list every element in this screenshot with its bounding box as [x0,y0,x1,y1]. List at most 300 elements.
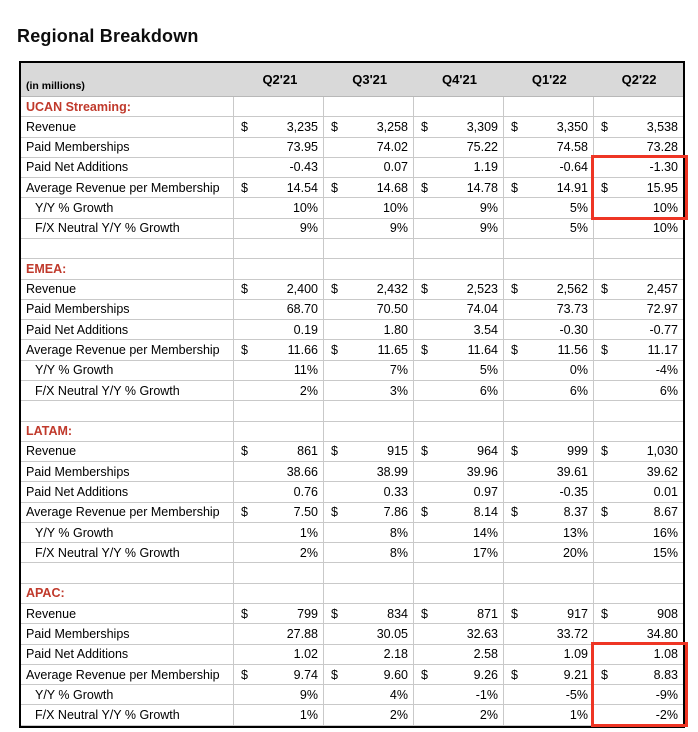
cell-value: 70.50 [376,302,408,317]
cell-value: 11.56 [557,343,588,358]
currency-symbol: $ [241,282,248,297]
value-cell [234,320,324,339]
value-cell [594,523,683,542]
cell-value: 1.19 [473,160,498,175]
value-cell [234,178,324,197]
table-row [21,178,683,198]
value-cell [324,117,414,136]
row-label: Average Revenue per Membership [21,665,234,684]
empty-cell [504,563,594,582]
value-cell [234,665,324,684]
empty-cell [594,563,683,582]
currency-symbol: $ [241,667,248,682]
value-cell [234,381,324,400]
cell-value: 39.96 [466,464,498,479]
currency-symbol: $ [331,667,338,682]
value-cell [504,685,594,704]
value-cell [414,543,504,562]
empty-cell [414,563,504,582]
value-cell [324,685,414,704]
empty-cell [234,259,324,278]
table-row [21,624,683,644]
row-label: Y/Y % Growth [21,685,234,704]
column-header-q421: Q4'21 [442,72,477,87]
currency-symbol: $ [511,180,518,195]
currency-symbol: $ [241,119,248,134]
empty-cell [324,563,414,582]
currency-symbol: $ [331,119,338,134]
cell-value: 3% [389,383,408,398]
cell-value: 0.01 [653,484,678,499]
value-cell [594,158,683,177]
value-cell [414,624,504,643]
table-row [21,381,683,401]
empty-cell [324,422,414,441]
empty-cell [21,401,234,420]
value-cell [504,320,594,339]
cell-value: 16% [652,525,678,540]
table-row [21,442,683,462]
cell-value: 75.22 [466,140,498,155]
value-cell [594,219,683,238]
value-cell [414,280,504,299]
value-cell [504,462,594,481]
row-label: Y/Y % Growth [21,361,234,380]
cell-value: 11.17 [647,343,678,358]
cell-value: 1% [569,708,588,723]
cell-value: 9.74 [293,667,318,682]
row-label: Revenue [21,280,234,299]
cell-value: 11% [293,363,318,378]
value-cell [414,117,504,136]
cell-value: 834 [387,606,408,621]
cell-value: 3.54 [473,322,498,337]
value-cell [504,482,594,501]
value-cell [594,482,683,501]
value-cell [594,462,683,481]
currency-symbol: $ [331,505,338,520]
cell-value: 74.02 [376,140,408,155]
empty-cell [324,401,414,420]
table-row [21,219,683,239]
value-cell [414,219,504,238]
value-cell [324,624,414,643]
region-name: APAC: [21,584,234,603]
row-label: Y/Y % Growth [21,523,234,542]
cell-value: 0% [569,363,588,378]
cell-value: 7.50 [293,505,318,520]
row-label: F/X Neutral Y/Y % Growth [21,219,234,238]
currency-symbol: $ [241,180,248,195]
value-cell [504,503,594,522]
value-cell [234,219,324,238]
cell-value: 8.14 [473,505,498,520]
spacer-row [21,239,683,259]
value-cell [414,158,504,177]
value-cell [234,280,324,299]
value-cell [324,138,414,157]
currency-symbol: $ [511,119,518,134]
value-cell [234,705,324,724]
cell-value: 13% [562,525,588,540]
empty-cell [504,584,594,603]
cell-value: 2% [389,708,408,723]
row-label: Paid Memberships [21,462,234,481]
currency-symbol: $ [601,505,608,520]
value-cell [594,665,683,684]
empty-cell [234,422,324,441]
cell-value: 8% [389,545,408,560]
cell-value: 9% [299,687,318,702]
cell-value: 11.64 [467,343,498,358]
row-label: Average Revenue per Membership [21,178,234,197]
cell-value: 6% [659,383,678,398]
value-cell [504,624,594,643]
table-row [21,543,683,563]
units-label: (in millions) [26,80,85,92]
empty-cell [594,584,683,603]
row-label: Paid Memberships [21,300,234,319]
cell-value: 30.05 [376,626,408,641]
table-header-row [21,63,683,97]
value-cell [594,138,683,157]
cell-value: 8.37 [563,505,588,520]
value-cell [414,503,504,522]
cell-value: 861 [297,444,318,459]
value-cell [594,280,683,299]
value-cell [414,138,504,157]
value-cell [234,158,324,177]
regional-breakdown-table [19,61,685,728]
value-cell [324,361,414,380]
value-cell [504,665,594,684]
row-label: Revenue [21,117,234,136]
row-label: Paid Net Additions [21,645,234,664]
cell-value: 7% [389,363,408,378]
cell-value: -0.35 [559,484,588,499]
value-cell [594,645,683,664]
value-cell [234,624,324,643]
currency-symbol: $ [601,180,608,195]
region-header-row [21,584,683,604]
cell-value: 2% [299,383,318,398]
cell-value: 15.95 [646,180,678,195]
empty-cell [324,259,414,278]
empty-cell [504,259,594,278]
cell-value: 6% [569,383,588,398]
currency-symbol: $ [421,282,428,297]
value-cell [504,340,594,359]
cell-value: -5% [565,687,588,702]
currency-symbol: $ [511,606,518,621]
value-cell [504,645,594,664]
row-label: F/X Neutral Y/Y % Growth [21,381,234,400]
value-cell [594,300,683,319]
table-row [21,117,683,137]
value-cell [324,158,414,177]
cell-value: 74.58 [556,140,588,155]
currency-symbol: $ [241,444,248,459]
cell-value: 1% [299,708,318,723]
currency-symbol: $ [601,343,608,358]
currency-symbol: $ [421,180,428,195]
cell-value: -0.64 [559,160,588,175]
cell-value: 2,432 [376,282,408,297]
cell-value: 20% [562,545,588,560]
value-cell [234,462,324,481]
cell-value: 34.80 [646,626,678,641]
empty-cell [324,239,414,258]
value-cell [504,138,594,157]
row-label: Average Revenue per Membership [21,340,234,359]
empty-cell [594,401,683,420]
column-header-q222: Q2'22 [621,72,657,87]
cell-value: 915 [387,444,408,459]
cell-value: 17% [472,545,498,560]
cell-value: 9% [479,201,498,216]
cell-value: 3,309 [466,119,498,134]
empty-cell [414,401,504,420]
region-header-row [21,97,683,117]
row-label: F/X Neutral Y/Y % Growth [21,543,234,562]
cell-value: 9.21 [563,667,588,682]
value-cell [504,543,594,562]
value-cell [504,300,594,319]
empty-cell [594,422,683,441]
table-row [21,604,683,624]
table-row [21,482,683,502]
value-cell [594,624,683,643]
cell-value: 33.72 [556,626,588,641]
cell-value: 14.54 [286,180,318,195]
value-cell [324,198,414,217]
value-cell [324,604,414,623]
cell-value: 9.60 [383,667,408,682]
value-cell [504,604,594,623]
value-cell [234,361,324,380]
spacer-row [21,401,683,421]
cell-value: -1% [475,687,498,702]
cell-value: 2.58 [473,647,498,662]
row-label: Revenue [21,604,234,623]
table-row [21,138,683,158]
cell-value: 0.76 [293,484,318,499]
value-cell [234,523,324,542]
cell-value: 2,523 [466,282,498,297]
table-row [21,280,683,300]
cell-value: 74.04 [466,302,498,317]
empty-cell [504,401,594,420]
cell-value: 917 [567,606,588,621]
cell-value: 7.86 [383,505,408,520]
currency-symbol: $ [601,119,608,134]
currency-symbol: $ [241,606,248,621]
cell-value: 73.28 [646,140,678,155]
value-cell [414,523,504,542]
value-cell [234,685,324,704]
value-cell [414,645,504,664]
empty-cell [234,239,324,258]
value-cell [414,482,504,501]
table-row [21,665,683,685]
cell-value: 1,030 [646,444,678,459]
cell-value: 15% [652,545,678,560]
cell-value: -1.30 [649,160,678,175]
cell-value: -0.30 [559,322,588,337]
value-cell [504,381,594,400]
cell-value: 5% [479,363,498,378]
empty-cell [324,584,414,603]
value-cell [594,442,683,461]
currency-symbol: $ [241,505,248,520]
cell-value: 6% [479,383,498,398]
region-name: EMEA: [21,259,234,278]
empty-cell [234,97,324,116]
value-cell [414,665,504,684]
empty-cell [594,97,683,116]
value-cell [504,280,594,299]
table-row [21,198,683,218]
cell-value: 799 [297,606,318,621]
row-label: Paid Memberships [21,138,234,157]
value-cell [504,361,594,380]
value-cell [594,543,683,562]
value-cell [414,381,504,400]
cell-value: 39.62 [646,464,678,479]
value-cell [234,503,324,522]
row-label: Revenue [21,442,234,461]
value-cell [324,665,414,684]
value-cell [504,705,594,724]
cell-value: 5% [569,201,588,216]
value-cell [414,705,504,724]
cell-value: 1.09 [563,647,588,662]
cell-value: 1.02 [293,647,318,662]
cell-value: 3,258 [376,119,408,134]
table-row [21,685,683,705]
row-label: Paid Net Additions [21,320,234,339]
value-cell [594,340,683,359]
value-cell [594,198,683,217]
value-cell [324,442,414,461]
empty-cell [324,97,414,116]
cell-value: 0.97 [473,484,498,499]
cell-value: 2,457 [646,282,678,297]
cell-value: 10% [652,201,678,216]
value-cell [324,178,414,197]
cell-value: -2% [655,708,678,723]
cell-value: 908 [657,606,678,621]
value-cell [594,503,683,522]
value-cell [504,178,594,197]
table-row [21,523,683,543]
empty-cell [414,259,504,278]
value-cell [234,604,324,623]
cell-value: 32.63 [466,626,498,641]
currency-symbol: $ [331,343,338,358]
cell-value: 39.61 [556,464,588,479]
cell-value: -0.77 [649,322,678,337]
value-cell [324,381,414,400]
table-row [21,320,683,340]
value-cell [234,300,324,319]
currency-symbol: $ [331,282,338,297]
currency-symbol: $ [421,119,428,134]
table-row [21,158,683,178]
currency-symbol: $ [421,343,428,358]
region-header-row [21,422,683,442]
value-cell [504,523,594,542]
empty-cell [504,422,594,441]
currency-symbol: $ [601,282,608,297]
cell-value: 9.26 [473,667,498,682]
currency-symbol: $ [511,343,518,358]
value-cell [324,482,414,501]
value-cell [324,543,414,562]
value-cell [234,340,324,359]
cell-value: 9% [479,221,498,236]
cell-value: 4% [389,687,408,702]
cell-value: 10% [292,201,318,216]
currency-symbol: $ [241,343,248,358]
value-cell [504,442,594,461]
value-cell [324,320,414,339]
value-cell [324,503,414,522]
value-cell [594,685,683,704]
currency-symbol: $ [421,444,428,459]
cell-value: 2% [299,545,318,560]
cell-value: 14% [472,525,498,540]
currency-symbol: $ [601,444,608,459]
currency-symbol: $ [601,606,608,621]
cell-value: 0.33 [383,484,408,499]
page-title: Regional Breakdown [17,26,199,46]
row-label: Average Revenue per Membership [21,503,234,522]
empty-cell [234,563,324,582]
cell-value: 999 [567,444,588,459]
region-header-row [21,259,683,279]
empty-cell [414,584,504,603]
cell-value: 9% [389,221,408,236]
cell-value: 38.99 [376,464,408,479]
value-cell [234,645,324,664]
cell-value: 72.97 [646,302,678,317]
cell-value: 2.18 [383,647,408,662]
currency-symbol: $ [511,505,518,520]
value-cell [414,178,504,197]
cell-value: 0.19 [293,322,318,337]
empty-cell [414,422,504,441]
value-cell [234,543,324,562]
cell-value: 5% [569,221,588,236]
cell-value: 14.78 [466,180,498,195]
cell-value: 10% [652,221,678,236]
cell-value: 8% [389,525,408,540]
empty-cell [414,97,504,116]
value-cell [414,340,504,359]
value-cell [414,462,504,481]
cell-value: 1.80 [383,322,408,337]
row-label: F/X Neutral Y/Y % Growth [21,705,234,724]
column-header-q122: Q1'22 [531,72,567,87]
value-cell [324,219,414,238]
empty-cell [234,584,324,603]
table-row [21,340,683,360]
value-cell [324,645,414,664]
currency-symbol: $ [511,667,518,682]
value-cell [594,604,683,623]
value-cell [594,117,683,136]
